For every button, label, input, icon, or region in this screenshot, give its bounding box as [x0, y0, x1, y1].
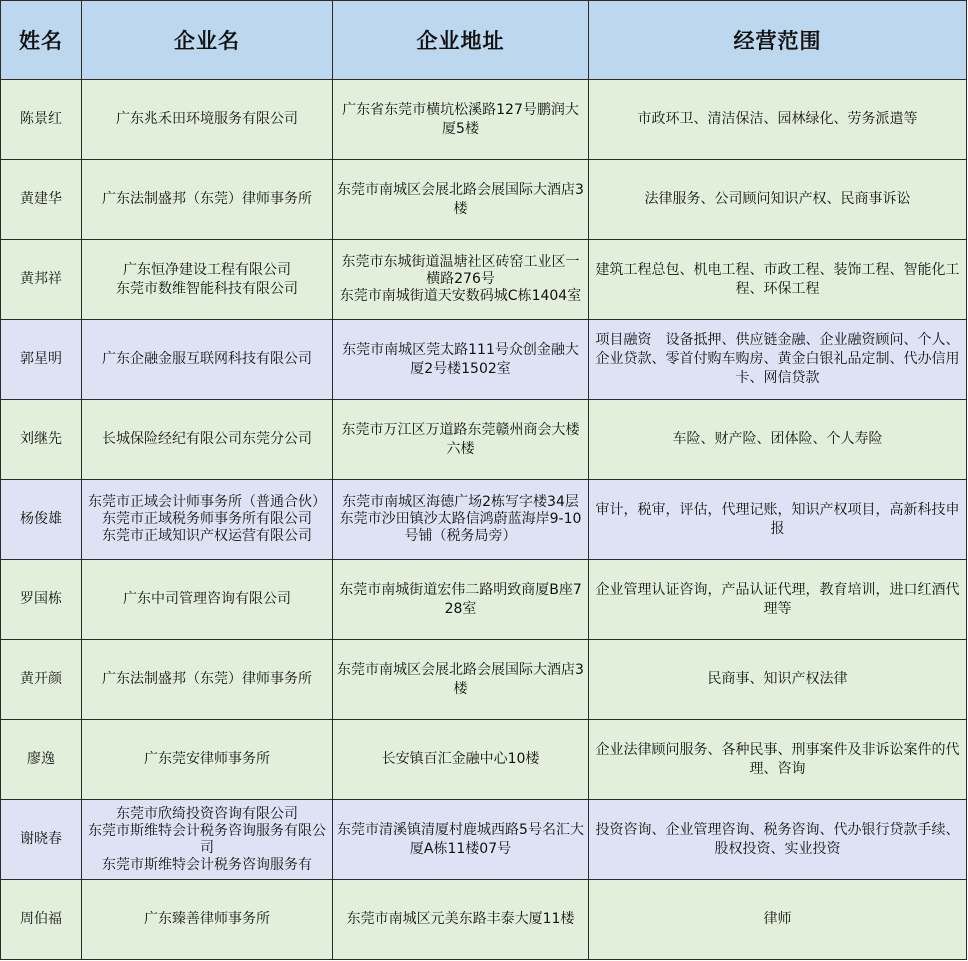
company-line: 东莞市斯维特会计税务咨询服务有限公司	[88, 822, 326, 856]
cell-scope: 车险、财产险、团体险、个人寿险	[589, 400, 967, 480]
address-line: 东莞市南城街道天安数码城C栋1404室	[339, 288, 582, 304]
cell-name: 黄建华	[1, 160, 82, 240]
cell-address: 长安镇百汇金融中心10楼	[333, 720, 589, 800]
cell-scope: 企业法律顾问服务、各种民事、刑事案件及非诉讼案件的代理、咨询	[589, 720, 967, 800]
company-line: 广东臻善律师事务所	[144, 911, 270, 927]
cell-address	[333, 480, 589, 560]
cell-company	[82, 720, 333, 800]
header-address: 企业地址	[333, 1, 589, 80]
cell-address: 东莞市万江区万道路东莞赣州商会大楼六楼	[333, 400, 589, 480]
cell-name: 郭星明	[1, 320, 82, 400]
company-line: 东莞市正域知识产权运营有限公司	[102, 528, 312, 544]
address-line: 东莞市沙田镇沙太路信鸿蔚蓝海岸9-10号铺（税务局旁）	[339, 511, 582, 544]
cell-company	[82, 480, 333, 560]
cell-company	[82, 640, 333, 720]
header-company: 企业名	[82, 1, 333, 80]
company-line: 广东中司管理咨询有限公司	[123, 591, 291, 607]
cell-name: 廖逸	[1, 720, 82, 800]
header-row	[1, 1, 967, 80]
header-name: 姓名	[1, 1, 82, 80]
table-row	[1, 240, 967, 320]
table-row	[1, 640, 967, 720]
cell-company	[82, 320, 333, 400]
table-row	[1, 560, 967, 640]
cell-address: 东莞市南城区元美东路丰泰大厦11楼	[333, 880, 589, 960]
cell-address: 广东省东莞市横坑松溪路127号鹏润大厦5楼	[333, 80, 589, 160]
cell-scope: 项目融资 设备抵押、供应链金融、企业融资顾问、个人、企业贷款、零首付购车购房、黄金白银礼品定制、代办信用卡、网信贷款	[589, 320, 967, 400]
cell-scope: 投资咨询、企业管理咨询、税务咨询、代办银行贷款手续、股权投资、实业投资	[589, 800, 967, 880]
cell-name: 陈景红	[1, 80, 82, 160]
company-line: 广东企融金服互联网科技有限公司	[102, 351, 312, 367]
table-row	[1, 480, 967, 560]
company-line: 东莞市数维智能科技有限公司	[116, 280, 298, 297]
cell-company	[82, 80, 333, 160]
cell-name: 谢晓春	[1, 800, 82, 880]
cell-scope: 建筑工程总包、机电工程、市政工程、装饰工程、智能化工程、环保工程	[589, 240, 967, 320]
address-line: 东莞市东城街道温塘社区砖窑工业区一横路276号	[341, 254, 580, 287]
cell-scope: 审计，税审，评估，代理记账，知识产权项目，高新科技申报	[589, 480, 967, 560]
cell-scope: 市政环卫、清洁保洁、园林绿化、劳务派遣等	[589, 80, 967, 160]
cell-company	[82, 400, 333, 480]
cell-address: 东莞市南城区会展北路会展国际大酒店3楼	[333, 640, 589, 720]
cell-name: 黄开颜	[1, 640, 82, 720]
cell-address: 东莞市南城区会展北路会展国际大酒店3楼	[333, 160, 589, 240]
cell-name: 杨俊雄	[1, 480, 82, 560]
cell-name: 刘继先	[1, 400, 82, 480]
table-row	[1, 160, 967, 240]
cell-address: 东莞市清溪镇清厦村鹿城西路5号名汇大厦A栋11楼07号	[333, 800, 589, 880]
cell-scope: 律师	[589, 880, 967, 960]
company-line: 广东法制盛邦（东莞）律师事务所	[102, 191, 312, 207]
cell-scope: 企业管理认证咨询，产品认证代理，教育培训，进口红酒代理等	[589, 560, 967, 640]
table-row	[1, 880, 967, 960]
cell-company	[82, 160, 333, 240]
cell-name: 黄邦祥	[1, 240, 82, 320]
cell-scope: 法律服务、公司顾问知识产权、民商事诉讼	[589, 160, 967, 240]
company-line: 长城保险经纪有限公司东莞分公司	[102, 431, 312, 447]
cell-company	[82, 800, 333, 880]
table-row	[1, 80, 967, 160]
company-line: 广东兆禾田环境服务有限公司	[116, 111, 298, 127]
cell-address: 东莞市南城区莞太路111号众创金融大厦2号楼1502室	[333, 320, 589, 400]
company-line: 广东法制盛邦（东莞）律师事务所	[102, 671, 312, 687]
table-row	[1, 320, 967, 400]
address-line: 东莞市南城区海德广场2栋写字楼34层	[342, 494, 579, 510]
company-line: 广东莞安律师事务所	[144, 751, 270, 767]
company-line: 广东恒净建设工程有限公司	[123, 261, 291, 278]
table-row	[1, 720, 967, 800]
cell-address	[333, 240, 589, 320]
header-scope: 经营范围	[589, 1, 967, 80]
cell-name: 周伯福	[1, 880, 82, 960]
table-row	[1, 400, 967, 480]
company-line: 东莞市正域会计师事务所（普通合伙）	[88, 494, 326, 510]
cell-company	[82, 560, 333, 640]
company-line: 东莞市正域税务师事务所有限公司	[102, 511, 312, 527]
cell-company	[82, 880, 333, 960]
table-row	[1, 800, 967, 880]
cell-address: 东莞市南城街道宏伟二路明致商厦B座728室	[333, 560, 589, 640]
company-line: 东莞市斯维特会计税务咨询服务有	[102, 856, 312, 873]
cell-name: 罗国栋	[1, 560, 82, 640]
company-line: 东莞市欣绮投资咨询有限公司	[116, 805, 298, 822]
cell-scope: 民商事、知识产权法律	[589, 640, 967, 720]
cell-company	[82, 240, 333, 320]
